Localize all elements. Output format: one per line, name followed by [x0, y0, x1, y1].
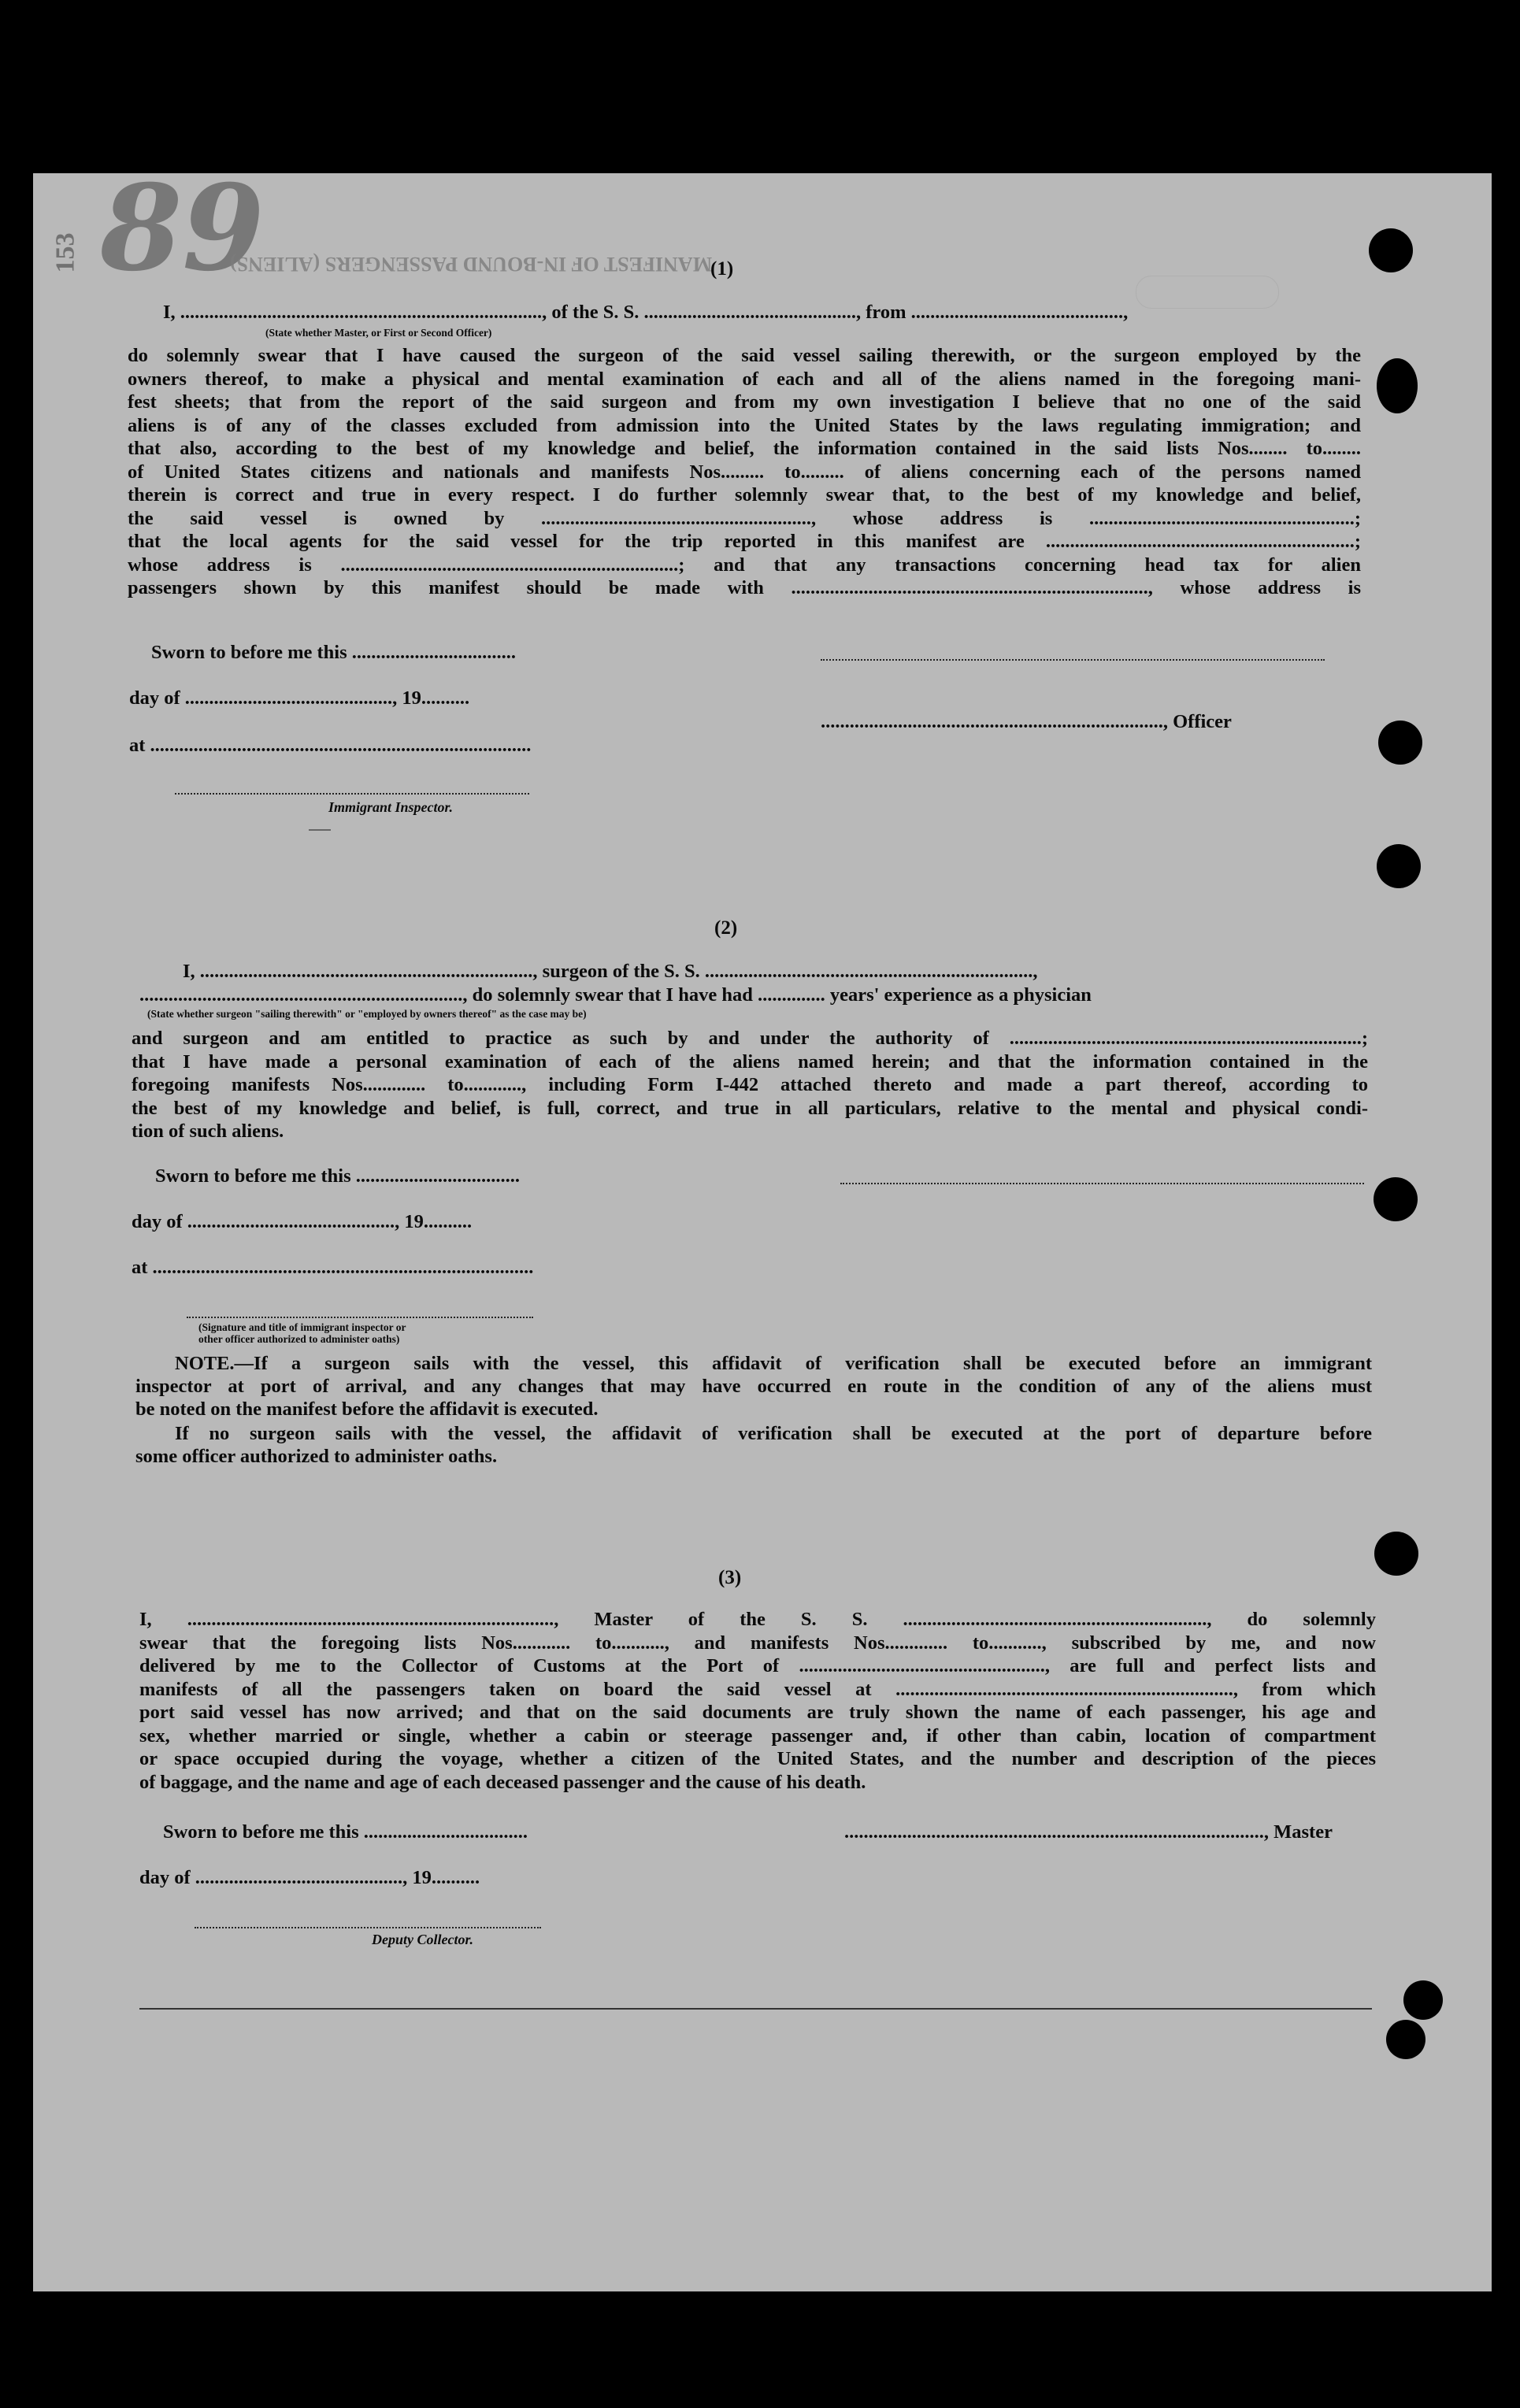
section-2-first-line: I, ....................................................................., surgeon of the S. S. ...................................................................., [183, 961, 1038, 982]
text-line: and surgeon and am entitled to practice as such by and under the authority of .........................................................................; [132, 1028, 1368, 1049]
binder-hole [1403, 1980, 1443, 2020]
section-1-heading: (1) [710, 258, 734, 280]
text-line: delivered by me to the Collector of Customs at the Port of ..................................................., are full and perfect lists and [139, 1655, 1376, 1676]
binder-hole [1377, 844, 1421, 888]
section-3-collector-label: Deputy Collector. [372, 1932, 473, 1947]
text-line: swear that the foregoing lists Nos............ to..........., and manifests Nos............. to..........., subscribed by me, and now [139, 1632, 1376, 1654]
section-2-second-line: ..................................................................., do solemnly swear that I have had .............. years' experience as a physician [139, 984, 1092, 1006]
text-line: or space occupied during the voyage, whether a citizen of the United States, and the number and description of the pieces [139, 1748, 1376, 1769]
text-line: tion of such aliens. [132, 1121, 284, 1142]
section-2-day: day of ..........................................., 19.......... [132, 1211, 473, 1232]
section-3-day: day of ..........................................., 19.......... [139, 1867, 480, 1888]
section-1-day: day of ..........................................., 19.......... [129, 687, 470, 709]
section-2-right-signature-line [840, 1183, 1364, 1184]
text-line: sex, whether married or single, whether a cabin or steerage passenger and, if other than cabin, location of compartment [139, 1724, 1376, 1747]
text-line: do solemnly swear that I have caused the surgeon of the said vessel sailing therewith, or the surgeon employed by the [128, 345, 1361, 366]
note-line: inspector at port of arrival, and any changes that may have occurred en route in the condition of any of the aliens must [135, 1376, 1372, 1397]
section-1-at: at ............................................................................... [129, 735, 532, 756]
section-1-right-signature-line [821, 659, 1325, 661]
binder-hole [1378, 721, 1422, 765]
manifest-affidavit-page [33, 159, 1492, 2291]
bottom-rule [139, 2008, 1372, 2010]
text-line: whose address is ......................................................................; and that any transactions concerning head tax for alien [128, 554, 1361, 576]
mirrored-header: MANIFEST OF IN-BOUND PASSENGERS (ALIENS) [230, 253, 713, 276]
section-2-heading: (2) [714, 917, 738, 939]
stamp-number: 89 [100, 159, 265, 298]
section-1-first-line: I, ..........................................................................., of the S. S. ............................................, from ............................................, [163, 302, 1129, 323]
section-1-inspector-label: Immigrant Inspector. [328, 799, 454, 815]
text-line: manifests of all the passengers taken on board the said vessel at ......................................................................, from which [139, 1678, 1376, 1700]
text-line: the said vessel is owned by ........................................................, whose address is .......................................................; [128, 507, 1361, 529]
note-line: NOTE.—If a surgeon sails with the vessel, this affidavit of verification shall be executed before an immigrant [175, 1353, 1372, 1374]
binder-hole [1386, 2020, 1425, 2059]
binder-hole [1374, 1532, 1418, 1576]
section-2-sworn: Sworn to before me this .................................. [155, 1165, 520, 1187]
text-line: aliens is of any of the classes excluded from admission into the United States by the laws regulating immigration; and [128, 414, 1361, 436]
section-2-sig-caption-2: other officer authorized to administer oaths) [198, 1333, 400, 1345]
section-3-master: ......................................................................................., Master [844, 1821, 1333, 1843]
binder-hole [1369, 228, 1413, 272]
text-line: that also, according to the best of my knowledge and belief, the information contained in the said lists Nos........ to........ [128, 438, 1361, 459]
text-line: fest sheets; that from the report of the said surgeon and from my own investigation I believe that no one of the said [128, 391, 1361, 413]
text-line: the best of my knowledge and belief, is full, correct, and true in all particulars, relative to the mental and physical condi- [132, 1097, 1368, 1119]
section-2-surgeon-note: (State whether surgeon "sailing therewith" or "employed by owners thereof" as the case may be) [147, 1008, 587, 1020]
text-line: that I have made a personal examination of each of the aliens named herein; and that the information contained in the [132, 1050, 1368, 1072]
side-number: 153 [50, 232, 80, 273]
text-line: owners thereof, to make a physical and mental examination of each and all of the aliens named in the foregoing mani- [128, 368, 1361, 390]
section-3-sworn: Sworn to before me this .................................. [163, 1821, 528, 1843]
section-1-inspector-line [175, 793, 529, 795]
text-line: passengers shown by this manifest should be made with .........................................................................., whose address is [128, 577, 1361, 598]
note-line: some officer authorized to administer oaths. [135, 1446, 498, 1467]
section-2-officer-line [187, 1317, 533, 1318]
section-1-officer: ......................................................................., Officer [821, 711, 1232, 732]
section-3-collector-line [195, 1927, 541, 1928]
note-line: If no surgeon sails with the vessel, the affidavit of verification shall be executed at the port of departure before [175, 1423, 1372, 1444]
note-line: be noted on the manifest before the affidavit is executed. [135, 1398, 599, 1420]
section-2-sig-caption-1: (Signature and title of immigrant inspector or [198, 1321, 406, 1333]
section-1-sworn: Sworn to before me this .................................. [151, 642, 516, 663]
section-2-at: at ............................................................................... [132, 1257, 534, 1278]
section-1-officer-note: (State whether Master, or First or Second Officer) [265, 327, 492, 339]
text-line: of United States citizens and nationals and manifests Nos......... to......... of aliens concerning each of the persons named [128, 461, 1361, 483]
binder-hole [1377, 358, 1418, 413]
bleed-through-mark [1136, 276, 1279, 309]
binder-hole [1374, 1177, 1418, 1221]
text-line: therein is correct and true in every respect. I do further solemnly swear that, to the best of my knowledge and belief, [128, 484, 1361, 506]
text-line: I, ............................................................................, Master of the S. S. ..............................................................., do solemnly [139, 1609, 1376, 1630]
text-line: of baggage, and the name and age of each deceased passenger and the cause of his death. [139, 1771, 866, 1793]
text-line: that the local agents for the said vessel for the trip reported in this manifest are ................................................................; [128, 531, 1361, 552]
section-3-heading: (3) [718, 1567, 742, 1588]
text-line: port said vessel has now arrived; and that on the said documents are truly shown the name of each passenger, his age and [139, 1702, 1376, 1723]
pencil-mark [309, 829, 331, 831]
text-line: foregoing manifests Nos............. to............, including Form I-442 attached thereto and made a part thereof, according to [132, 1074, 1368, 1095]
